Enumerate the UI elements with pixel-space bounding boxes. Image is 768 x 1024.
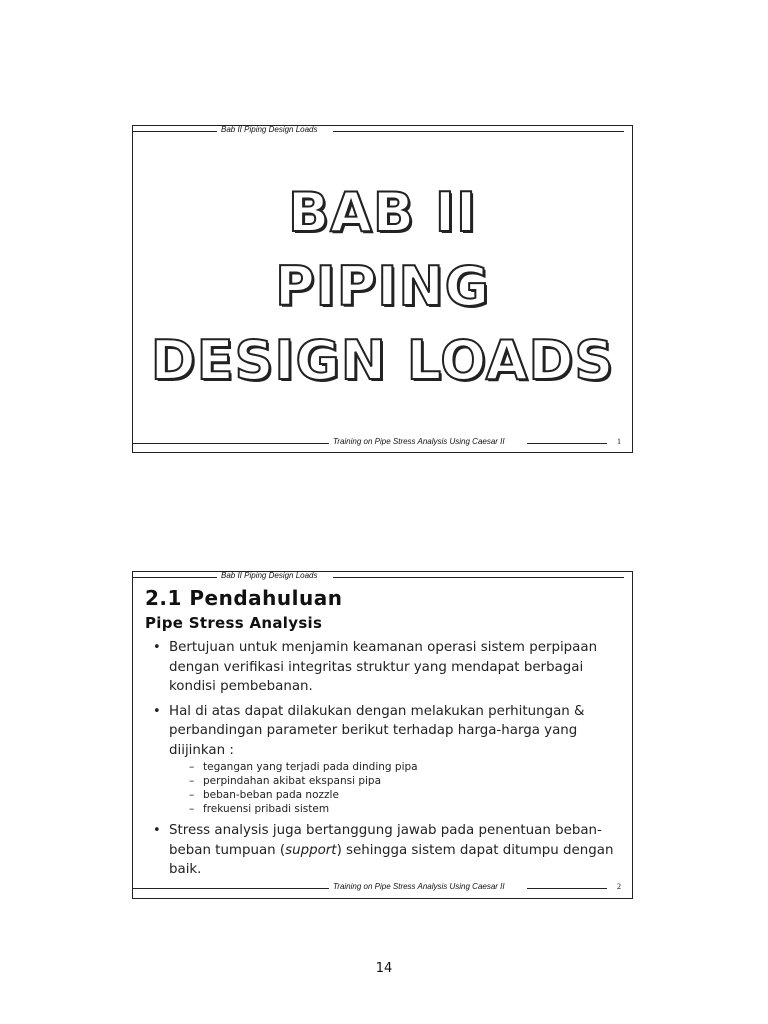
slide-header <box>133 126 632 138</box>
footer-text: Training on Pipe Stress Analysis Using Caesar II <box>333 882 505 891</box>
title-line-2: PIPING <box>275 255 490 318</box>
bullet-text: Bertujuan untuk menjamin keamanan operasi sistem perpipaan dengan verifikasi integritas struktur yang mendapat berbagai kondisi pembebanan. <box>169 640 598 694</box>
footer-rule <box>133 888 329 889</box>
sub-item-text: frekuensi pribadi sistem <box>203 803 330 815</box>
header-rule <box>333 131 624 132</box>
slide-header <box>133 572 632 584</box>
slide-body <box>145 584 622 885</box>
header-text: Bab II Piping Design Loads <box>221 125 318 134</box>
dash-icon: – <box>189 761 195 773</box>
sub-item-text: tegangan yang terjadi pada dinding pipa <box>203 761 418 773</box>
sub-item <box>169 788 622 802</box>
bullet-icon: • <box>153 703 161 719</box>
bullet-item <box>145 821 622 880</box>
footer-rule <box>133 443 329 444</box>
footer-rule <box>527 443 607 444</box>
sub-list <box>169 760 622 816</box>
footer-text: Training on Pipe Stress Analysis Using Caesar II <box>333 437 505 446</box>
emphasis-text: support <box>285 842 337 858</box>
title-line-3: DESIGN LOADS <box>150 329 615 392</box>
sub-item-text: perpindahan akibat ekspansi pipa <box>203 775 382 787</box>
bullet-text: Hal di atas dapat dilakukan dengan melakukan perhitungan & perbandingan parameter berikut terhadap harga-harga yang diijinkan : <box>169 703 585 758</box>
dash-icon: – <box>189 775 195 787</box>
slide-footer <box>133 882 632 894</box>
bullet-icon: • <box>153 640 161 655</box>
header-rule <box>333 577 624 578</box>
sub-item <box>169 774 622 788</box>
bullet-text-part: Stress analysis juga bertanggung jawab pada penentuan beban-beban tumpuan ( <box>169 823 602 858</box>
sub-item <box>169 802 622 816</box>
page-number: 14 <box>375 961 393 976</box>
dash-icon: – <box>189 789 195 801</box>
chapter-title <box>133 176 632 398</box>
bullet-text-part: ) sehingga sistem dapat ditumpu dengan baik. <box>169 842 614 877</box>
section-subheading: Pipe Stress Analysis <box>145 614 323 632</box>
slide-2 <box>132 571 633 899</box>
sub-item-text: beban-beban pada nozzle <box>203 789 339 801</box>
bullet-icon: • <box>153 823 161 838</box>
slide-1 <box>132 125 633 453</box>
sub-item <box>169 760 622 774</box>
header-rule <box>133 577 217 578</box>
slide-number: 1 <box>617 437 621 446</box>
bullet-item <box>145 702 622 817</box>
slide-number: 2 <box>617 882 621 891</box>
bullet-item <box>145 638 622 697</box>
section-heading: 2.1 Pendahuluan <box>145 586 343 610</box>
bullet-list <box>145 638 622 880</box>
footer-rule <box>527 888 607 889</box>
slide-footer <box>133 437 632 449</box>
title-line-1: BAB II <box>287 181 478 244</box>
header-text: Bab II Piping Design Loads <box>221 571 318 580</box>
header-rule <box>133 131 217 132</box>
dash-icon: – <box>189 803 195 815</box>
